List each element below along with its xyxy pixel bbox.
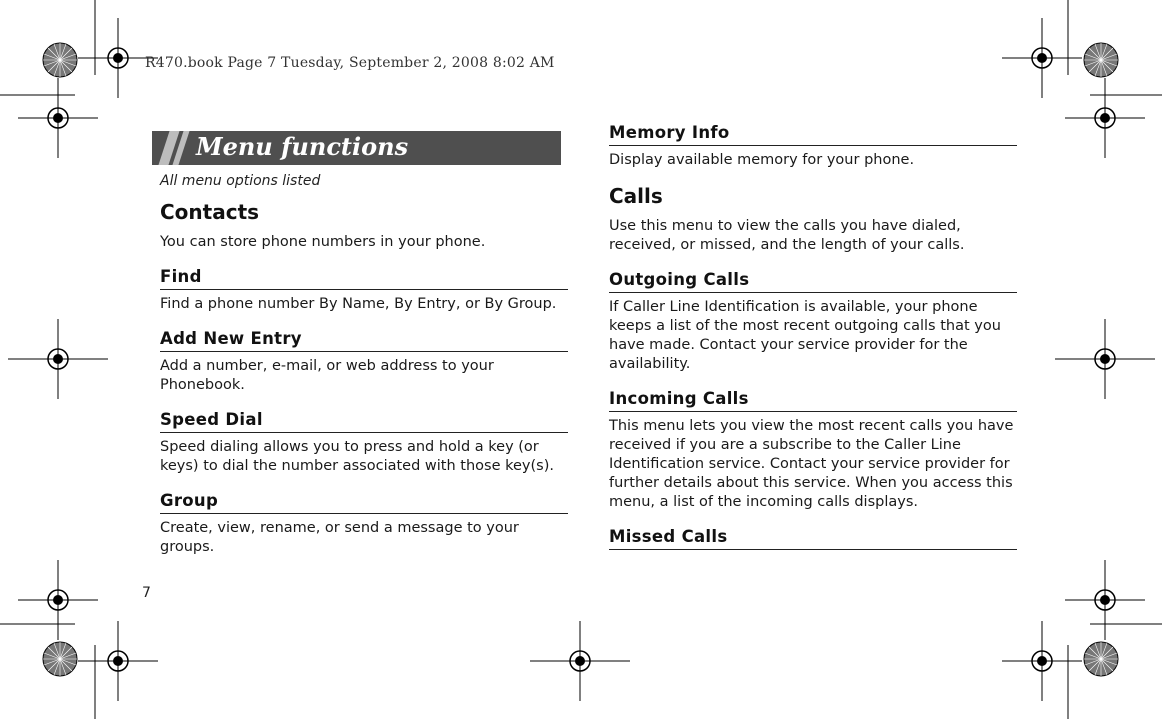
page-number: 7 [142,585,151,601]
find-text: Find a phone number By Name, By Entry, or By Group. [160,296,557,312]
section-banner [152,131,561,165]
contacts-heading: Contacts [160,200,260,224]
add-new-entry-heading: Add New Entry [160,329,568,352]
contacts-text: You can store phone numbers in your phone. [160,234,486,250]
speed-dial-heading: Speed Dial [160,410,568,433]
calls-text: Use this menu to view the calls you have dialed, received, or missed, and the length of your calls. [609,218,965,253]
memory-info-heading: Memory Info [609,123,1017,146]
add-new-entry-text: Add a number, e-mail, or web address to your Phonebook. [160,358,494,393]
group-heading: Group [160,491,568,514]
calls-heading: Calls [609,184,663,208]
missed-calls-heading: Missed Calls [609,527,1017,550]
banner-title: Menu functions [196,132,409,161]
left-column [160,200,568,557]
group-text: Create, view, rename, or send a message to your groups. [160,520,519,555]
section-subtitle: All menu options listed [160,173,321,189]
find-heading: Find [160,267,568,290]
memory-info-text: Display available memory for your phone. [609,152,915,168]
incoming-calls-heading: Incoming Calls [609,389,1017,412]
outgoing-calls-heading: Outgoing Calls [609,270,1017,293]
print-header-note: R470.book Page 7 Tuesday, September 2, 2008 8:02 AM [145,55,555,71]
outgoing-calls-text: If Caller Line Identification is available, your phone keeps a list of the most recent outgoing calls that you have made. Contact your service provider for the availability. [609,299,1001,372]
right-column [609,123,1017,550]
speed-dial-text: Speed dialing allows you to press and hold a key (or keys) to dial the number associated with those key(s). [160,439,554,474]
incoming-calls-text: This menu lets you view the most recent calls you have received if you are a subscribe to the Caller Line Identification service. Contact your service provider for further details about this service. When you access this menu, a list of the incoming calls displays. [609,418,1014,510]
